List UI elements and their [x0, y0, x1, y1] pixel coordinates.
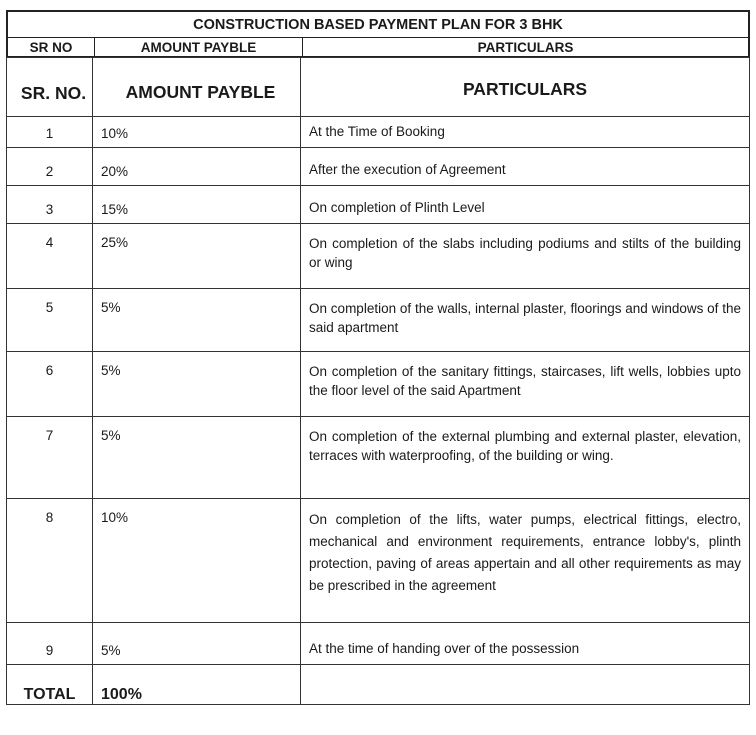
total-amount: 100% — [93, 665, 301, 705]
row-amount: 10% — [93, 499, 301, 623]
header-row-small — [6, 38, 750, 57]
table-row — [7, 499, 750, 623]
header-amount-payble: AMOUNT PAYBLE — [94, 38, 302, 56]
row-sr: 3 — [7, 186, 93, 224]
row-amount: 15% — [93, 186, 301, 224]
row-particulars: On completion of the external plumbing and external plaster, elevation, terraces with waterproofing, of the building or wing. — [301, 417, 750, 499]
table-row — [7, 186, 750, 224]
header-sr-no-large: SR. NO. — [7, 58, 93, 117]
row-sr: 1 — [7, 117, 93, 148]
table-row — [7, 352, 750, 417]
total-row — [7, 665, 750, 705]
table-row — [7, 148, 750, 186]
row-particulars: On completion of the walls, internal plaster, floorings and windows of the said apartment — [301, 289, 750, 352]
total-label: TOTAL — [7, 665, 93, 705]
row-sr: 5 — [7, 289, 93, 352]
row-particulars: On completion of Plinth Level — [301, 186, 750, 224]
row-amount: 10% — [93, 117, 301, 148]
header-amount-payble-large: AMOUNT PAYBLE — [93, 58, 301, 117]
header-particulars: PARTICULARS — [302, 38, 748, 56]
row-sr: 8 — [7, 499, 93, 623]
row-particulars: At the Time of Booking — [301, 117, 750, 148]
row-particulars: After the execution of Agreement — [301, 148, 750, 186]
table-title: CONSTRUCTION BASED PAYMENT PLAN FOR 3 BHK — [6, 10, 750, 38]
row-particulars: On completion of the lifts, water pumps, electrical fittings, electro, mechanical and environment requirements, entrance lobby's, plinth protection, paving of areas appertain and all other requirements as may be prescribed in the agreement — [301, 499, 750, 623]
row-particulars: At the time of handing over of the possession — [301, 623, 750, 665]
row-amount: 5% — [93, 623, 301, 665]
table-row — [7, 623, 750, 665]
row-amount: 5% — [93, 352, 301, 417]
row-sr: 6 — [7, 352, 93, 417]
row-amount: 25% — [93, 224, 301, 289]
table-row — [7, 117, 750, 148]
payment-plan-sheet — [6, 10, 750, 705]
row-particulars: On completion of the slabs including podiums and stilts of the building or wing — [301, 224, 750, 289]
row-sr: 2 — [7, 148, 93, 186]
row-amount: 5% — [93, 417, 301, 499]
header-sr-no: SR NO — [29, 39, 73, 55]
table-row — [7, 417, 750, 499]
row-amount: 5% — [93, 289, 301, 352]
row-particulars: On completion of the sanitary fittings, staircases, lift wells, lobbies upto the floor level of the said Apartment — [301, 352, 750, 417]
row-sr: 9 — [7, 623, 93, 665]
table-row — [7, 289, 750, 352]
header-particulars-large: PARTICULARS — [301, 58, 750, 117]
total-particulars-empty — [301, 665, 750, 705]
row-sr: 7 — [7, 417, 93, 499]
row-amount: 20% — [93, 148, 301, 186]
row-sr: 4 — [7, 224, 93, 289]
payment-plan-table — [6, 57, 750, 705]
table-row — [7, 224, 750, 289]
header-row-large — [7, 58, 750, 117]
